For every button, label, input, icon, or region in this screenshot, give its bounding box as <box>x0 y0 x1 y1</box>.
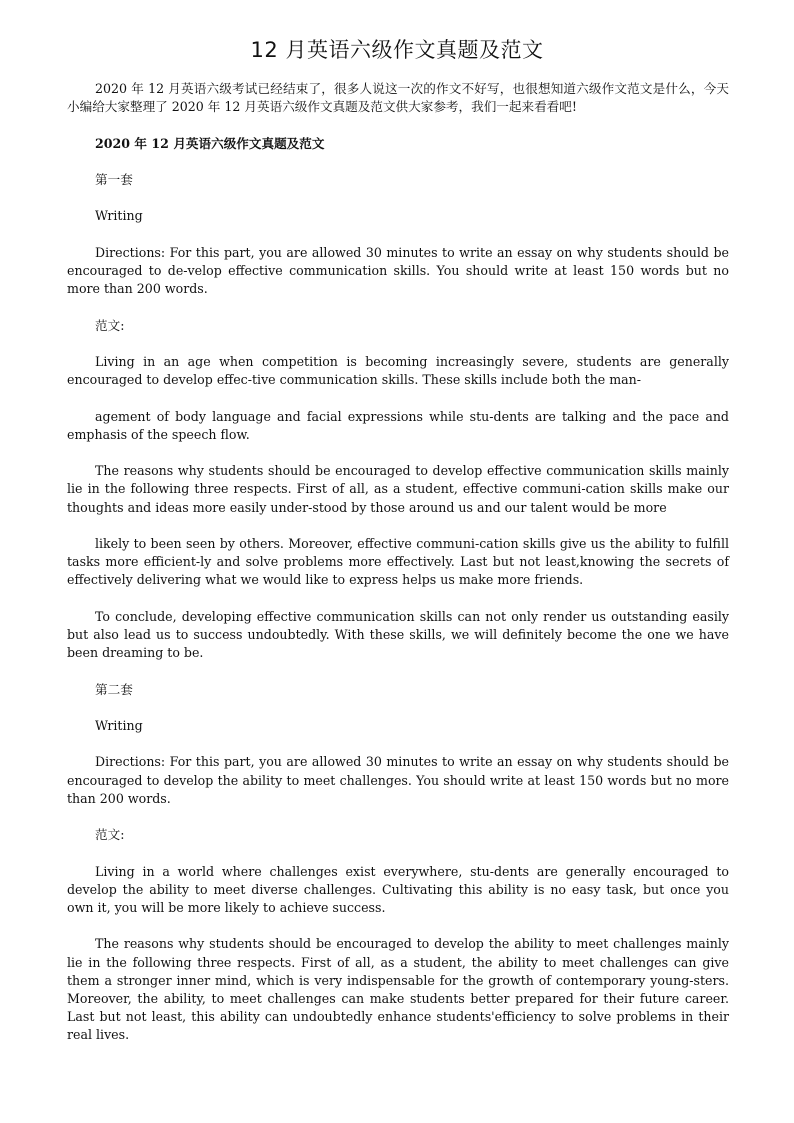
set-one-label: 第一套 <box>95 171 133 187</box>
sample-essay-label: 范文: <box>95 827 125 843</box>
directions-paragraph: Directions: For this part, you are allowed 30 minutes to write an essay on why students should be encouraged to develop the ability to meet challenges. You should write at least 150 words but no more than 200 words. <box>67 754 729 806</box>
intro-paragraph: 2020 年 12 月英语六级考试已经结束了，很多人说这一次的作文不好写，也很想知道六级作文范文是什么，今天小编给大家整理了 2020 年 12 月英语六级作文真题及范文供大家参考，我们一起来看看吧! <box>67 81 729 115</box>
section-heading: 2020 年 12 月英语六级作文真题及范文 <box>95 135 325 151</box>
essay-paragraph: likely to been seen by others. Moreover, effective communi-cation skills give us the ability to fulfill tasks more efficient-ly and solve problems more effectively. Last but not least,knowing the secrets of effectively delivering what we would like to express helps us make more friends. <box>67 535 729 588</box>
essay-paragraph: Living in an age when competition is becoming increasingly severe, students are generally encouraged to develop effec-tive communication skills. These skills include both the man- <box>67 353 729 388</box>
essay-paragraph: The reasons why students should be encouraged to develop the ability to meet challenges mainly lie in the following three respects. First of all, as a student, the ability to meet challenges can give them a stronger inner mind, which is very indispensable for the growth of contemporary young-sters. Moreover, the ability, to meet challenges can make students better prepared for their future career. Last but not least, this ability can undoubtedly enhance students'efficiency to solve problems in their real lives. <box>67 936 729 1043</box>
essay-paragraph: agement of body language and facial expressions while stu-dents are talking and the pace and emphasis of the speech flow. <box>67 408 729 442</box>
document-body <box>67 80 729 1063</box>
directions-paragraph: Directions: For this part, you are allowed 30 minutes to write an essay on why students should be encouraged to de-velop effective communication skills. You should write at least 150 words but no more than 200 words. <box>67 244 729 297</box>
writing-label: Writing <box>95 208 143 224</box>
essay-paragraph: The reasons why students should be encouraged to develop effective communication skills mainly lie in the following three respects. First of all, as a student, effective communi-cation skills make our thoughts and ideas more easily under-stood by those around us and our talent would be more <box>67 463 729 515</box>
essay-paragraph: Living in a world where challenges exist everywhere, stu-dents are generally encouraged to develop the ability to meet diverse challenges. Cultivating this ability is no easy task, but once you own it, you will be more likely to achieve success. <box>67 863 729 915</box>
essay-paragraph: To conclude, developing effective communication skills can not only render us outstanding easily but also lead us to success undoubtedly. With these skills, we will definitely become the one we have been dreaming to be. <box>67 608 729 661</box>
set-two-label: 第二套 <box>95 681 133 697</box>
page-title: 12 月英语六级作文真题及范文 <box>250 38 544 62</box>
writing-label: Writing <box>95 717 143 733</box>
sample-essay-label: 范文: <box>95 317 125 333</box>
